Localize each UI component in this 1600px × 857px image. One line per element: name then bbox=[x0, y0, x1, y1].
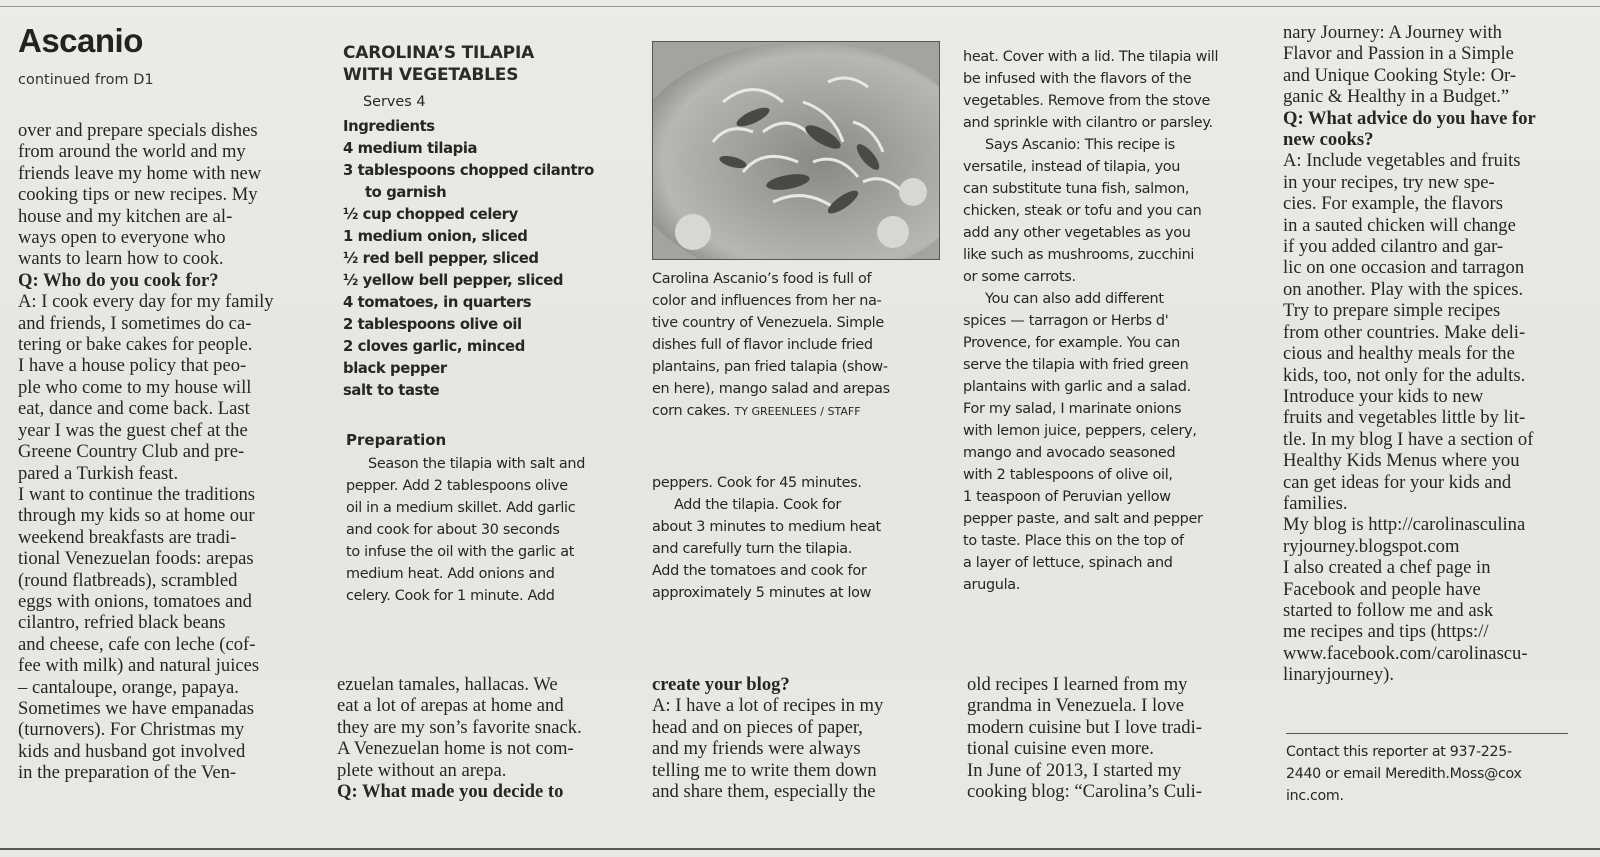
text-line: me recipes and tips (https:// bbox=[1283, 621, 1489, 643]
text-line: kids, too, not only for the adults. bbox=[1283, 364, 1526, 386]
text-line: friends leave my home with new bbox=[18, 162, 262, 184]
ingredient-item: 2 cloves garlic, minced bbox=[343, 338, 525, 355]
question-line: new cooks? bbox=[1283, 129, 1374, 151]
text-line: weekend breakfasts are tradi- bbox=[18, 526, 237, 548]
text-line: cooking tips or new recipes. My bbox=[18, 184, 258, 206]
recipe-title bbox=[343, 42, 623, 86]
text-line: serve the tilapia with fried green bbox=[963, 357, 1189, 373]
text-line: lic on one occasion and tarragon bbox=[1283, 257, 1525, 279]
text-line: about 3 minutes to medium heat bbox=[652, 519, 881, 535]
text-line: ezuelan tamales, hallacas. We bbox=[337, 674, 558, 695]
text-line: started to follow me and ask bbox=[1283, 599, 1494, 621]
preparation-text bbox=[346, 453, 636, 607]
column-4-body bbox=[963, 46, 1268, 596]
ingredient-item: 4 tomatoes, in quarters bbox=[343, 294, 532, 311]
text-line: Provence, for example. You can bbox=[963, 335, 1180, 351]
text-line: in the preparation of the Ven- bbox=[18, 762, 237, 784]
text-line: Introduce your kids to new bbox=[1283, 385, 1484, 407]
ingredient-item: 2 tablespoons olive oil bbox=[343, 316, 522, 333]
text-line: versatile, instead of tilapia, you bbox=[963, 159, 1181, 175]
text-line: (round flatbreads), scrambled bbox=[18, 569, 238, 591]
text-line: families. bbox=[1283, 492, 1348, 514]
text-line: add any other vegetables as you bbox=[963, 225, 1191, 241]
text-line: grandma in Venezuela. I love bbox=[967, 695, 1185, 717]
text-line: and cheese, cafe con leche (cof- bbox=[18, 633, 256, 655]
caption-line bbox=[652, 400, 944, 423]
text-line: year I was the guest chef at the bbox=[18, 419, 248, 441]
text-line: For my salad, I marinate onions bbox=[963, 401, 1182, 417]
text-line: approximately 5 minutes at low bbox=[652, 585, 872, 601]
text-line: Facebook and people have bbox=[1283, 578, 1481, 600]
text-line: and cook for about 30 seconds bbox=[346, 522, 560, 538]
food-photo bbox=[652, 41, 940, 260]
text-line: from around the world and my bbox=[18, 141, 246, 163]
text-line: heat. Cover with a lid. The tilapia will bbox=[963, 49, 1219, 65]
text-line: tional Venezuelan foods: arepas bbox=[18, 548, 254, 570]
text-line: be infused with the flavors of the bbox=[963, 71, 1192, 87]
text-line: 1 teaspoon of Peruvian yellow bbox=[963, 489, 1171, 505]
text-line: Flavor and Passion in a Simple bbox=[1283, 43, 1514, 65]
text-line: cious and healthy meals for the bbox=[1283, 343, 1515, 365]
text-line: over and prepare specials dishes bbox=[18, 120, 258, 141]
photo-credit: TY GREENLEES / STAFF bbox=[734, 405, 861, 418]
recipe-title-line: WITH VEGETABLES bbox=[343, 65, 519, 85]
text-line: chicken, steak or tofu and you can bbox=[963, 203, 1202, 219]
text-line: on another. Play with the spices. bbox=[1283, 278, 1524, 300]
text-line: Try to prepare simple recipes bbox=[1283, 300, 1501, 322]
column-2-bottom bbox=[337, 674, 637, 802]
text-line: Sometimes we have empanadas bbox=[18, 697, 254, 719]
contact-line: Contact this reporter at 937-225- bbox=[1286, 744, 1512, 760]
question-line: Q: What made you decide to bbox=[337, 781, 564, 803]
text-line: (turnovers). For Christmas my bbox=[18, 719, 245, 741]
ingredient-item: ½ cup chopped celery bbox=[343, 206, 518, 223]
text-line: My blog is http://carolinasculina bbox=[1283, 514, 1526, 536]
text-line: ways open to everyone who bbox=[18, 227, 226, 249]
text-line: peppers. Cook for 45 minutes. bbox=[652, 475, 862, 491]
top-rule bbox=[0, 6, 1600, 7]
text-line: telling me to write them down bbox=[652, 759, 877, 781]
text-line: tional cuisine even more. bbox=[967, 738, 1154, 760]
text-line: in a sauted chicken will change bbox=[1283, 214, 1516, 236]
continued-note: continued from D1 bbox=[18, 72, 154, 88]
text-line: Greene Country Club and pre- bbox=[18, 441, 245, 463]
text-line: fee with milk) and natural juices bbox=[18, 655, 260, 677]
text-line: house and my kitchen are al- bbox=[18, 205, 233, 227]
text-line: mango and avocado seasoned bbox=[963, 445, 1176, 461]
text-line: pared a Turkish feast. bbox=[18, 462, 179, 484]
text-line: ple who come to my house will bbox=[18, 376, 252, 398]
text-line: linaryjourney). bbox=[1283, 664, 1395, 686]
caption-line: dishes full of flavor include fried bbox=[652, 337, 873, 353]
headline: Ascanio bbox=[18, 22, 143, 59]
caption-line: en here), mango salad and arepas bbox=[652, 381, 890, 397]
text-line: vegetables. Remove from the stove bbox=[963, 93, 1211, 109]
text-line: eat, dance and come back. Last bbox=[18, 398, 250, 420]
ingredient-item: ½ red bell pepper, sliced bbox=[343, 250, 539, 267]
text-line: tle. In my blog I have a section of bbox=[1283, 428, 1534, 450]
contact-line: 2440 or email Meredith.Moss@cox bbox=[1286, 766, 1522, 782]
caption-end: corn cakes. bbox=[652, 403, 731, 419]
text-line: Season the tilapia with salt and bbox=[368, 456, 586, 472]
text-line: eggs with onions, tomatoes and bbox=[18, 590, 252, 612]
text-line: in your recipes, try new spe- bbox=[1283, 171, 1495, 193]
text-line: to infuse the oil with the garlic at bbox=[346, 544, 575, 560]
photo-caption bbox=[652, 268, 944, 423]
text-line: Add the tomatoes and cook for bbox=[652, 563, 867, 579]
column-4-bottom bbox=[967, 674, 1267, 802]
text-line: pepper. Add 2 tablespoons olive bbox=[346, 478, 568, 494]
text-line: Says Ascanio: This recipe is bbox=[985, 137, 1175, 153]
ingredient-item: 3 tablespoons chopped cilantro bbox=[343, 162, 594, 179]
text-line: wants to learn how to cook. bbox=[18, 248, 224, 270]
ingredient-item: ½ yellow bell pepper, sliced bbox=[343, 272, 564, 289]
text-line: old recipes I learned from my bbox=[967, 674, 1188, 695]
column-3-prep bbox=[652, 472, 952, 604]
text-line: to taste. Place this on the top of bbox=[963, 533, 1184, 549]
text-line: they are my son’s favorite snack. bbox=[337, 716, 582, 738]
text-line: www.facebook.com/carolinascu- bbox=[1283, 642, 1528, 664]
column-3-bottom bbox=[652, 674, 952, 802]
recipe-title-line: CAROLINA’S TILAPIA bbox=[343, 43, 535, 63]
text-line: and Unique Cooking Style: Or- bbox=[1283, 64, 1517, 86]
ingredients-list bbox=[343, 116, 628, 402]
text-line: A: I have a lot of recipes in my bbox=[652, 695, 884, 717]
text-line: a layer of lettuce, spinach and bbox=[963, 555, 1173, 571]
caption-line: tive country of Venezuela. Simple bbox=[652, 315, 884, 331]
text-line: A Venezuelan home is not com- bbox=[337, 738, 574, 760]
contact-divider bbox=[1286, 733, 1568, 734]
text-line: and my friends were always bbox=[652, 738, 861, 760]
text-line: if you added cilantro and gar- bbox=[1283, 236, 1504, 258]
text-line: You can also add different bbox=[985, 291, 1164, 307]
text-line: head and on pieces of paper, bbox=[652, 716, 863, 738]
text-line: fruits and vegetables little by lit- bbox=[1283, 407, 1526, 429]
text-line: – cantaloupe, orange, papaya. bbox=[18, 676, 239, 698]
ingredient-item: black pepper bbox=[343, 360, 447, 377]
text-line: with 2 tablespoons of olive oil, bbox=[963, 467, 1173, 483]
column-1-body bbox=[18, 120, 318, 784]
caption-line: color and influences from her na- bbox=[652, 293, 882, 309]
text-line: and carefully turn the tilapia. bbox=[652, 541, 853, 557]
text-line: ganic & Healthy in a Budget.” bbox=[1283, 86, 1510, 108]
recipe-serves: Serves 4 bbox=[363, 94, 426, 110]
text-line: spices — tarragon or Herbs d' bbox=[963, 313, 1169, 329]
text-line: from other countries. Make deli- bbox=[1283, 321, 1526, 343]
text-line: through my kids so at home our bbox=[18, 505, 255, 527]
text-line: A: I cook every day for my family bbox=[18, 291, 274, 313]
contact-line: inc.com. bbox=[1286, 788, 1344, 804]
text-line: with lemon juice, peppers, celery, bbox=[963, 423, 1197, 439]
text-line: I want to continue the traditions bbox=[18, 483, 256, 505]
ingredient-item: to garnish bbox=[365, 184, 447, 201]
question-line: Q: What advice do you have for bbox=[1283, 107, 1536, 129]
text-line: ryjourney.blogspot.com bbox=[1283, 535, 1460, 557]
column-5-body bbox=[1283, 22, 1593, 686]
caption-line: plantains, pan fried talapia (show- bbox=[652, 359, 888, 375]
text-line: pepper paste, and salt and pepper bbox=[963, 511, 1203, 527]
text-line: can get ideas for your kids and bbox=[1283, 471, 1512, 493]
text-line: cilantro, refried black beans bbox=[18, 612, 226, 634]
text-line: cies. For example, the flavors bbox=[1283, 193, 1503, 215]
ingredient-item: 4 medium tilapia bbox=[343, 140, 478, 157]
text-line: oil in a medium skillet. Add garlic bbox=[346, 500, 576, 516]
question-line: Q: Who do you cook for? bbox=[18, 269, 219, 291]
text-line: kids and husband got involved bbox=[18, 740, 246, 762]
text-line: celery. Cook for 1 minute. Add bbox=[346, 588, 555, 604]
text-line: I have a house policy that peo- bbox=[18, 355, 247, 377]
text-line: and share them, especially the bbox=[652, 781, 876, 803]
text-line: medium heat. Add onions and bbox=[346, 566, 555, 582]
text-line: plete without an arepa. bbox=[337, 759, 507, 781]
ingredient-item: 1 medium onion, sliced bbox=[343, 228, 528, 245]
preparation-heading: Preparation bbox=[346, 431, 447, 449]
text-line: Add the tilapia. Cook for bbox=[674, 497, 842, 513]
text-line: can substitute tuna fish, salmon, bbox=[963, 181, 1190, 197]
bottom-rule bbox=[0, 848, 1600, 850]
text-line: and sprinkle with cilantro or parsley. bbox=[963, 115, 1213, 131]
text-line: cooking blog: “Carolina’s Culi- bbox=[967, 781, 1202, 803]
text-line: A: Include vegetables and fruits bbox=[1283, 150, 1521, 172]
text-line: like such as mushrooms, zucchini bbox=[963, 247, 1195, 263]
text-line: arugula. bbox=[963, 577, 1021, 593]
text-line: In June of 2013, I started my bbox=[967, 759, 1182, 781]
reporter-contact bbox=[1286, 741, 1576, 807]
text-line: Healthy Kids Menus where you bbox=[1283, 450, 1520, 472]
text-line: modern cuisine but I love tradi- bbox=[967, 716, 1202, 738]
text-line: plantains with garlic and a salad. bbox=[963, 379, 1191, 395]
question-line: create your blog? bbox=[652, 674, 790, 695]
text-line: eat a lot of arepas at home and bbox=[337, 695, 564, 717]
text-line: nary Journey: A Journey with bbox=[1283, 22, 1502, 43]
ingredients-heading: Ingredients bbox=[343, 118, 435, 135]
caption-line: Carolina Ascanio’s food is full of bbox=[652, 271, 872, 287]
ingredient-item: salt to taste bbox=[343, 382, 440, 399]
text-line: I also created a chef page in bbox=[1283, 557, 1491, 579]
text-line: and friends, I sometimes do ca- bbox=[18, 312, 252, 334]
text-line: or some carrots. bbox=[963, 269, 1076, 285]
text-line: tering or bake cakes for people. bbox=[18, 334, 253, 356]
